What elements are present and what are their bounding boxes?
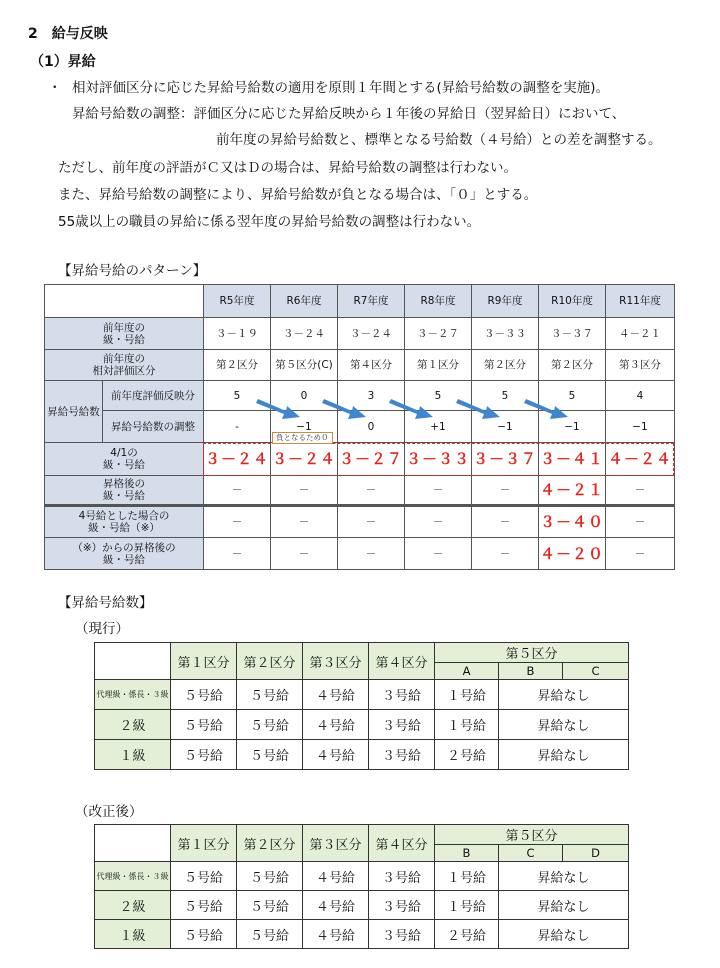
cell: ４－２１ — [539, 476, 606, 506]
cell: － — [271, 476, 338, 506]
cell: ４号給 — [303, 710, 369, 740]
cell: １号給 — [435, 862, 499, 891]
april-highlight-box — [203, 443, 674, 476]
paragraph-2b: 前年度の昇給号給数と、標準となる号給数（４号給）との差を調整する。 — [216, 132, 662, 148]
col-header: 第２区分 — [237, 643, 303, 680]
section-subtitle: （1）昇給 — [30, 54, 96, 70]
cell: ５号給 — [171, 920, 237, 949]
cell: ５号給 — [171, 740, 237, 770]
negative-note: 負となるため０ — [272, 432, 333, 444]
row-label: 前年度の 相対評価区分 — [45, 350, 204, 381]
row-label: 前年度の 級・号給 — [45, 318, 204, 350]
pattern-heading: 【昇給号給のパターン】 — [58, 263, 207, 279]
corner-cell — [45, 285, 204, 318]
cell: 第４区分 — [338, 350, 405, 381]
arrow-icon — [322, 394, 368, 420]
year-header: R5年度 — [204, 285, 271, 318]
cell: 昇給なし — [499, 891, 629, 920]
row-label: １級 — [95, 920, 171, 949]
alt-row — [45, 506, 675, 538]
year-header: R8年度 — [405, 285, 472, 318]
col-header: 第１区分 — [171, 825, 237, 862]
paragraph-2a: 昇給号給数の調整：評価区分に応じた昇給反映から１年後の昇給日（翌昇給日）において、 — [72, 106, 626, 122]
cell: ３－２４ — [338, 318, 405, 350]
cell: － — [405, 476, 472, 506]
row-group-label: 昇給号給数 — [45, 381, 103, 443]
cell: ３－２４ — [204, 443, 271, 476]
prev-grade-row — [45, 318, 675, 350]
cell: 第１区分 — [405, 350, 472, 381]
cell: － — [405, 538, 472, 570]
row-label: 代理級・係長・３級 — [95, 862, 171, 891]
cell: ２号給 — [435, 740, 499, 770]
section-title: 2 給与反映 — [28, 26, 108, 42]
arrow-icon — [524, 394, 570, 420]
col-header: 第３区分 — [303, 643, 369, 680]
cell: +1 — [405, 411, 472, 443]
cell: 昇給なし — [499, 920, 629, 949]
cell: ５号給 — [237, 891, 303, 920]
salary-heading: 【昇給号給数】 — [58, 595, 153, 611]
cell: － — [204, 506, 271, 538]
cell: ５号給 — [171, 710, 237, 740]
cell: −1 — [472, 411, 539, 443]
alt-promo-row — [45, 538, 675, 570]
col-header-fifth: 第５区分 — [435, 643, 629, 663]
col-header-fifth: 第５区分 — [435, 825, 629, 845]
cell: 第２区分 — [472, 350, 539, 381]
cell: ３号給 — [369, 740, 435, 770]
cell: － — [271, 538, 338, 570]
cell: １号給 — [435, 710, 499, 740]
cell: 第２区分 — [204, 350, 271, 381]
cell: 昇給なし — [499, 740, 629, 770]
current-label: （現行） — [75, 621, 129, 637]
cell: ３号給 — [369, 920, 435, 949]
corner-cell — [95, 825, 171, 862]
cell: － — [606, 538, 675, 570]
cell: － — [606, 476, 675, 506]
cell: ５号給 — [237, 740, 303, 770]
cell: ３－４１ — [539, 443, 606, 476]
cell: ４－２４ — [606, 443, 675, 476]
cell: 5 — [539, 381, 606, 411]
col-header: 第３区分 — [303, 825, 369, 862]
cell: － — [472, 476, 539, 506]
arrow-icon — [256, 394, 302, 420]
cell: ３－１９ — [204, 318, 271, 350]
table-row — [95, 680, 629, 710]
cell: ３号給 — [369, 862, 435, 891]
row-label: ２級 — [95, 710, 171, 740]
row-label: 昇格後の 級・号給 — [45, 476, 204, 506]
cell: 昇給なし — [499, 710, 629, 740]
row-label: 4/1の 級・号給 — [45, 443, 204, 476]
sub-header: C — [499, 845, 563, 862]
cell: ５号給 — [171, 862, 237, 891]
cell: － — [271, 506, 338, 538]
cell: 5 — [405, 381, 472, 411]
sub-header: A — [435, 663, 499, 680]
cell: ３号給 — [369, 891, 435, 920]
cell: 昇給なし — [499, 680, 629, 710]
bullet: ・ — [48, 80, 62, 96]
cell: － — [204, 538, 271, 570]
cell: ４号給 — [303, 680, 369, 710]
cell: ３－２７ — [338, 443, 405, 476]
cell: −1 — [606, 411, 675, 443]
year-header: R11年度 — [606, 285, 675, 318]
cell: 5 — [472, 381, 539, 411]
col-header: 第２区分 — [237, 825, 303, 862]
cell: － — [405, 506, 472, 538]
cell: ５号給 — [237, 862, 303, 891]
cell: － — [472, 506, 539, 538]
corner-cell — [95, 643, 171, 680]
cell: 0 — [271, 381, 338, 411]
cell: ４号給 — [303, 740, 369, 770]
cell: ３－２４ — [271, 318, 338, 350]
sub-header: B — [435, 845, 499, 862]
revised-label: （改正後） — [75, 804, 143, 820]
col-header: 第４区分 — [369, 643, 435, 680]
cell: ３－３７ — [472, 443, 539, 476]
cell: - — [204, 411, 271, 443]
col-header: 第４区分 — [369, 825, 435, 862]
cell: ５号給 — [171, 891, 237, 920]
cell: ３号給 — [369, 710, 435, 740]
paragraph-4: また、昇給号給数の調整により、昇給号給数が負となる場合は、「０」とする。 — [58, 187, 538, 203]
cell: ４号給 — [303, 920, 369, 949]
row-label: 4号給とした場合の 級・号給（※） — [45, 506, 204, 538]
year-header: R6年度 — [271, 285, 338, 318]
row-label: 昇給号給数の調整 — [103, 411, 204, 443]
salary-table-revised — [94, 824, 629, 949]
cell: ５号給 — [237, 920, 303, 949]
table-row — [95, 710, 629, 740]
cell: ５号給 — [171, 680, 237, 710]
col-header: 第１区分 — [171, 643, 237, 680]
year-header-row — [45, 285, 675, 318]
row-label: 代理級・係長・３級 — [95, 680, 171, 710]
cell: － — [338, 476, 405, 506]
cell: １号給 — [435, 891, 499, 920]
row-label: １級 — [95, 740, 171, 770]
cell: 第３区分 — [606, 350, 675, 381]
row-label: ２級 — [95, 891, 171, 920]
year-header: R9年度 — [472, 285, 539, 318]
cell: ３－４０ — [539, 506, 606, 538]
paragraph-1: 相対評価区分に応じた昇給号給数の適用を原則１年間とする(昇給号給数の調整を実施)。 — [72, 80, 610, 96]
sub-header: D — [563, 845, 629, 862]
prev-eval-row — [45, 350, 675, 381]
cell: ５号給 — [237, 680, 303, 710]
cell: ３－２７ — [405, 318, 472, 350]
cell: 0 — [338, 411, 405, 443]
cell: ４号給 — [303, 891, 369, 920]
cell: － — [606, 506, 675, 538]
salary-table-current — [94, 642, 629, 770]
cell: ３－２４ — [271, 443, 338, 476]
cell: ４号給 — [303, 862, 369, 891]
arrow-icon — [456, 394, 502, 420]
cell: −1 — [271, 411, 338, 443]
arrow-icon — [389, 394, 435, 420]
year-header: R10年度 — [539, 285, 606, 318]
cell: － — [204, 476, 271, 506]
cell: － — [338, 538, 405, 570]
cell: 第２区分 — [539, 350, 606, 381]
cell: ３－３７ — [539, 318, 606, 350]
table-row — [95, 862, 629, 891]
cell: ３号給 — [369, 680, 435, 710]
sub-header: C — [563, 663, 629, 680]
table-row — [95, 891, 629, 920]
cell: ３－３３ — [405, 443, 472, 476]
cell: 3 — [338, 381, 405, 411]
cell: － — [472, 538, 539, 570]
cell: 第５区分(C) — [271, 350, 338, 381]
paragraph-5: 55歳以上の職員の昇給に係る翌年度の昇給号給数の調整は行わない。 — [58, 214, 481, 230]
pattern-table — [44, 284, 675, 570]
year-header: R7年度 — [338, 285, 405, 318]
paragraph-3: ただし、前年度の評語がＣ又はＤの場合は、昇給号給数の調整は行わない。 — [58, 160, 517, 176]
cell: 昇給なし — [499, 862, 629, 891]
cell: ４－２０ — [539, 538, 606, 570]
cell: ３－３３ — [472, 318, 539, 350]
cell: −1 — [539, 411, 606, 443]
cell: １号給 — [435, 680, 499, 710]
cell: ２号給 — [435, 920, 499, 949]
cell: ５号給 — [237, 710, 303, 740]
cell: ４－２１ — [606, 318, 675, 350]
cell: － — [338, 506, 405, 538]
row-label: 前年度評価反映分 — [103, 381, 204, 411]
table-row — [95, 920, 629, 949]
sub-header: B — [499, 663, 563, 680]
cell: 4 — [606, 381, 675, 411]
row-label: （※）からの昇格後の 級・号給 — [45, 538, 204, 570]
cell: 5 — [204, 381, 271, 411]
promo-row — [45, 476, 675, 506]
table-row — [95, 740, 629, 770]
